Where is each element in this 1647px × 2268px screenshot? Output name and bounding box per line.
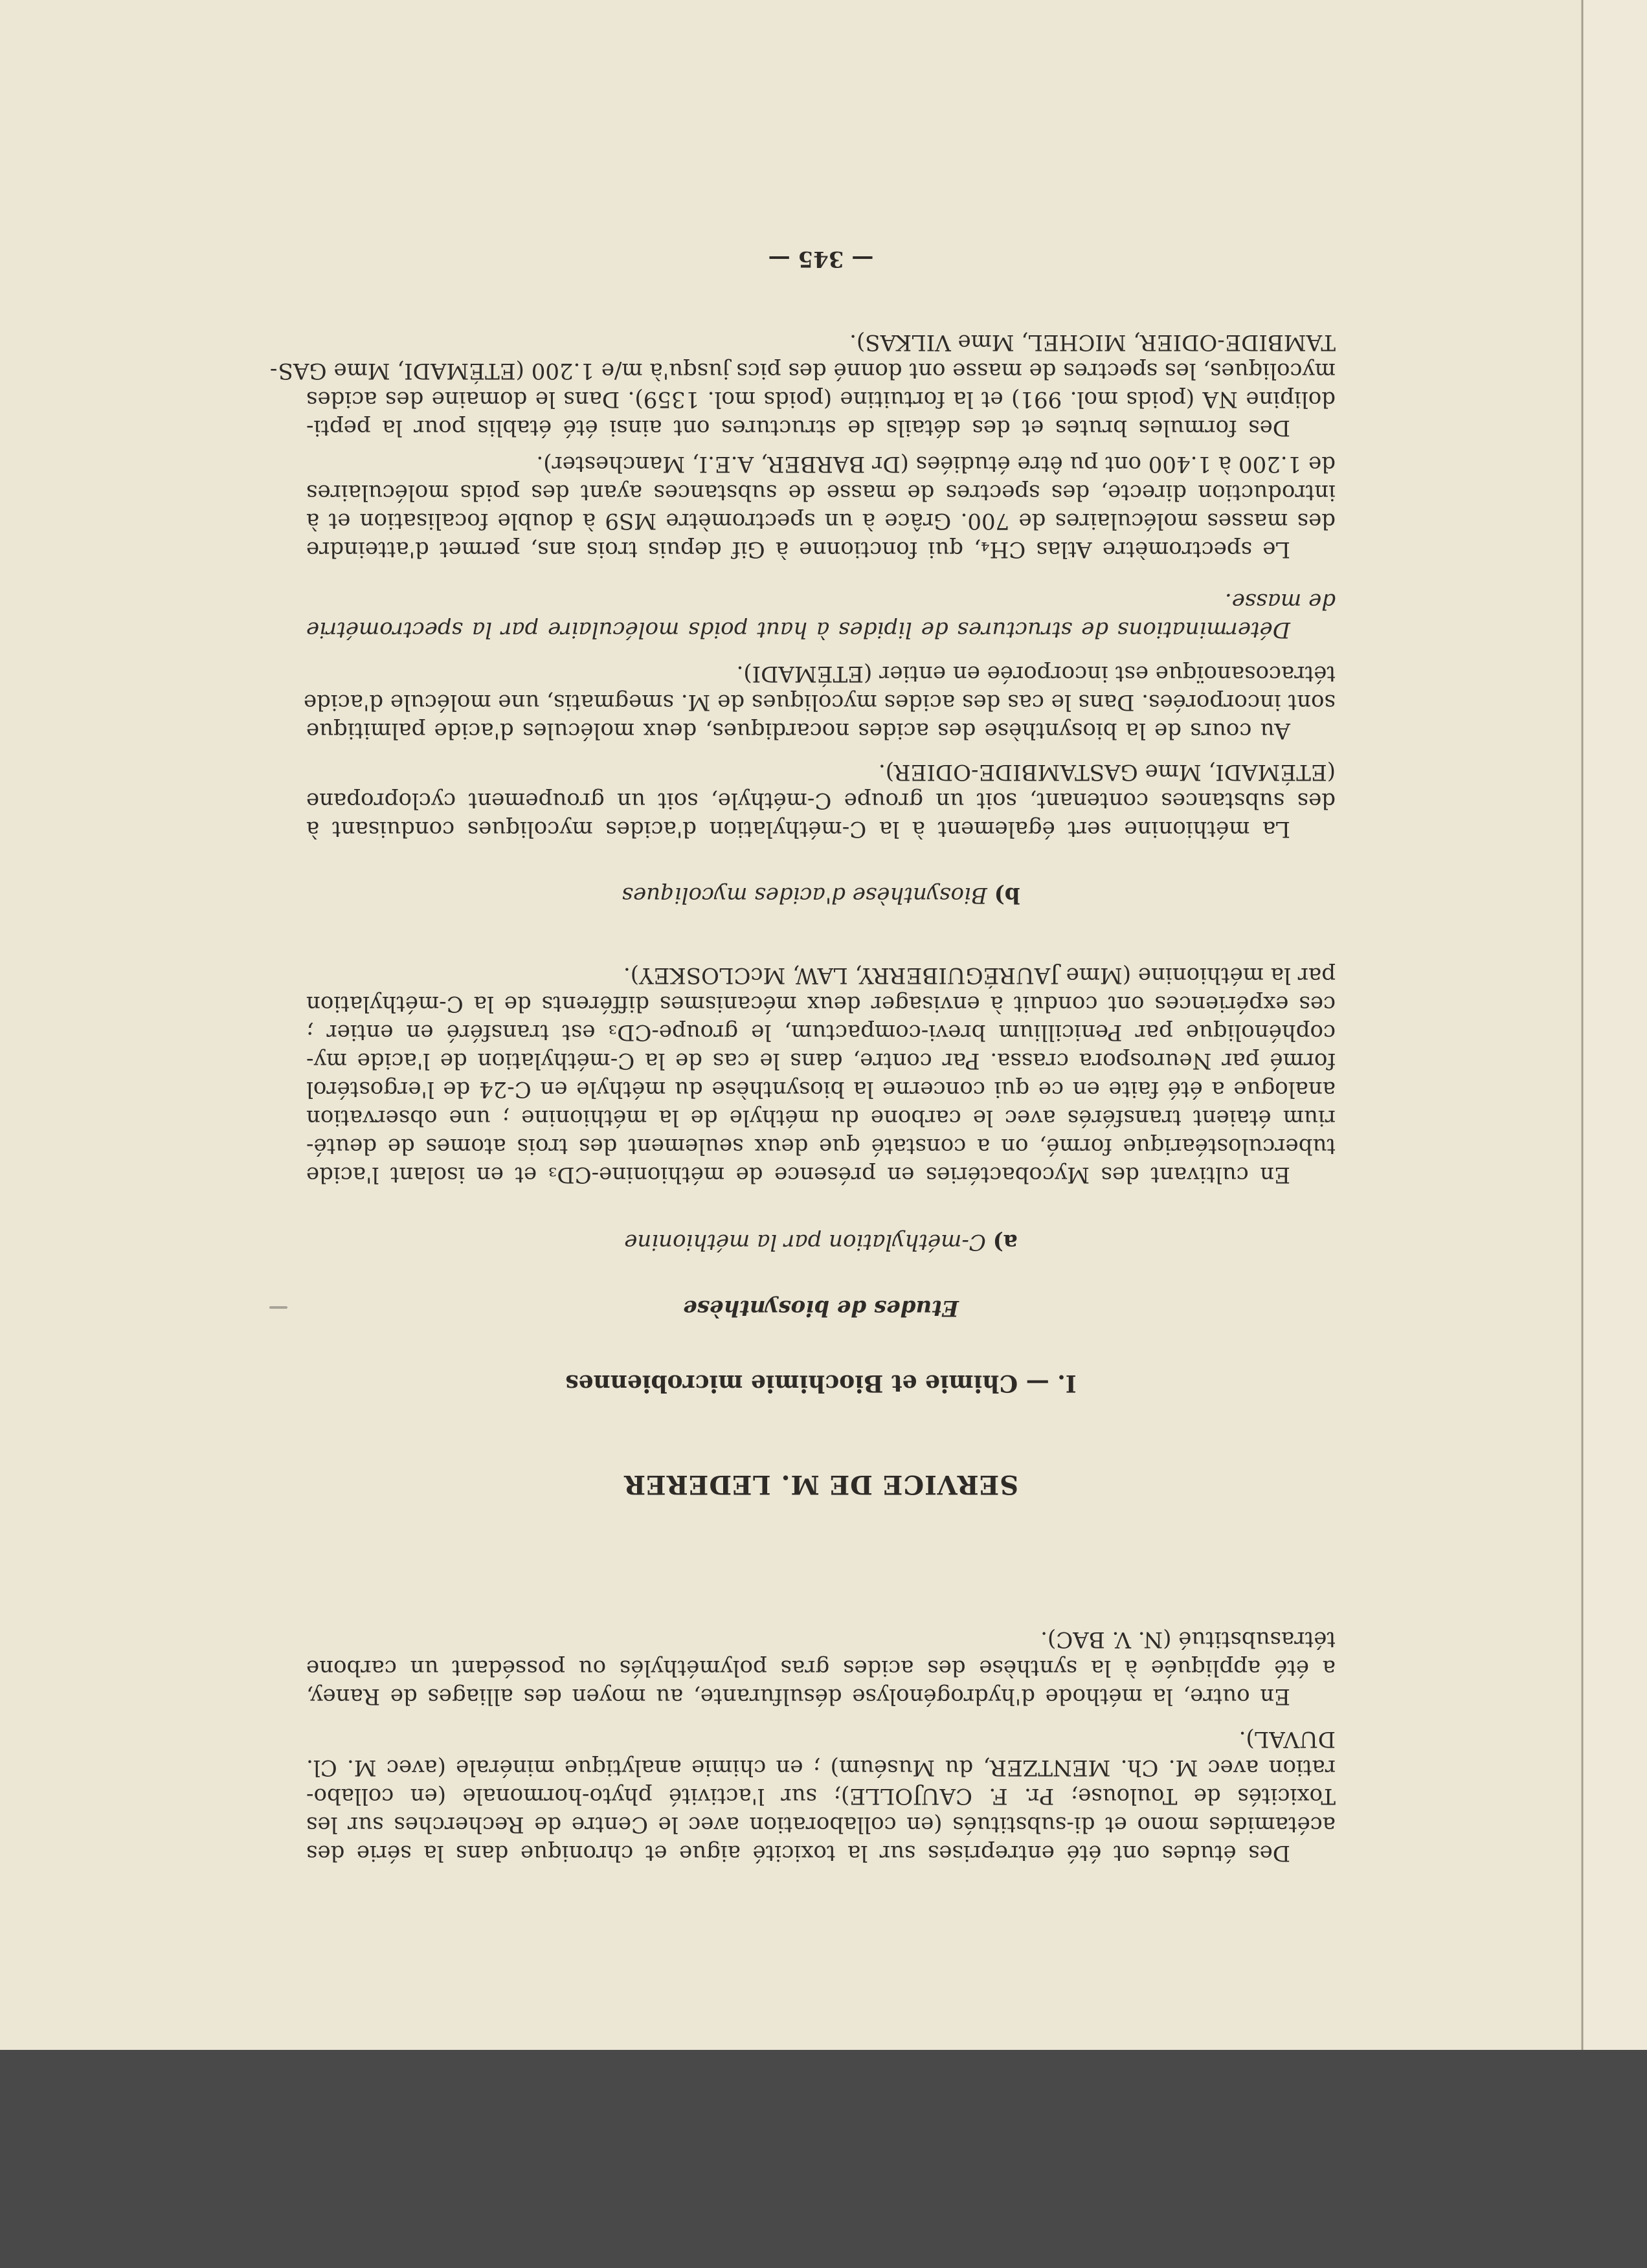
part-b-label: b) (994, 882, 1020, 908)
text-line: En cultivant des Mycobactéries en présence de méthionine-CD₃ et en isolant l'acide (306, 1162, 1290, 1188)
section-title: I. — Chimie et Biochimie microbiennes (565, 1370, 1077, 1397)
heading-line: Déterminations de structures de lipides à haut poids moléculaire par la spectrométrie (306, 617, 1290, 643)
part-a-label: a) (992, 1229, 1018, 1255)
paragraph-methionine (306, 758, 1336, 843)
text-line: acétamides mono et di-substitués (en collaboration avec le Centre de Recherches sur les (306, 1812, 1336, 1838)
ink-speck (269, 1306, 287, 1309)
part-b-title: Biosynthèse d'acides mycoliques (622, 882, 987, 908)
adjacent-page-edge (1584, 0, 1647, 2050)
heading-line: de masse. (1224, 588, 1336, 614)
paragraph-raney (306, 1625, 1336, 1711)
text-line: tétrasubstitué (N. V. BAC). (1040, 1627, 1336, 1652)
subsection-title: Etudes de biosynthèse (683, 1295, 959, 1321)
text-line: a été appliquée à la synthèse des acides gras polyméthylés ou possédant un carbone (306, 1655, 1336, 1681)
text-line: Toxicités de Toulouse; Pr. F. CAUJOLLE); sur l'activité phyto-hormonale (en collabo- (306, 1783, 1336, 1809)
text-line: Le spectromètre Atlas CH₄, qui fonctionne à Gif depuis trois ans, permet d'atteindre (306, 537, 1290, 562)
text-line: formé par Neurospora crassa. Par contre, dans le cas de la C-méthylation de l'acide my- (306, 1048, 1336, 1074)
part-a-heading (306, 1228, 1336, 1256)
text-line: tétracosanoïque est incorporée en entier (ETÉMADI). (736, 661, 1336, 687)
paragraph-toxicity (306, 1725, 1336, 1867)
text-line: En outre, la méthode d'hydrogénolyse désulfurante, au moyen des alliages de Raney, (306, 1684, 1290, 1709)
text-line: par la méthionine (Mme JAURÉGUIBERRY, LAW, McCLOSKEY). (623, 962, 1336, 988)
part-c-heading (306, 587, 1336, 644)
text-line: analogue a été faite en ce qui concerne la biosynthèse du méthyle en C-24 de l'ergostérol (306, 1076, 1336, 1102)
text-line: mycoliques, les spectres de masse ont donné des pics jusqu'à m/e 1.200 (ETÉMADI, Mme GAS- (269, 358, 1336, 384)
text-line: introduction directe, des spectres de masse de substances ayant des poids moléculaires (306, 480, 1336, 506)
paragraph-spectrometer (306, 450, 1336, 564)
text-line: (ETÉMADI, Mme GASTAMBIDE-ODIER). (878, 759, 1336, 785)
page-number: — 345 — (768, 246, 874, 272)
text-line: ces expériences ont conduit à envisager deux mécanismes différents de la C-méthylation (306, 991, 1336, 1017)
text-line: dolipine NA (poids mol. 991) et la fortuitine (poids mol. 1359). Dans le domaine des acides (306, 386, 1336, 412)
text-line: rium étaient transférés avec le carbone du méthyle de la méthionine ; une observation (306, 1105, 1336, 1131)
scanner-background (0, 2050, 1647, 2268)
paragraph-c-methylation (306, 961, 1336, 1189)
text-line: de 1.200 à 1.400 ont pu être étudiées (Dr BARBER, A.E.I, Manchester). (536, 451, 1336, 477)
paragraph-formulas (269, 328, 1336, 442)
part-b-heading (306, 881, 1336, 909)
text-line: TAMBIDE-ODIER, MICHEL, Mme VILKAS). (849, 329, 1336, 355)
text-line: cophénolique par Penicillium brevi-compactum, le groupe-CD₃ est transféré en entier ; (306, 1019, 1336, 1045)
text-line: DUVAL). (1238, 1726, 1336, 1752)
text-line: des masses moléculaires de 700. Grâce à un spectromètre MS9 à double focalisation et à (306, 508, 1336, 534)
text-line: Au cours de la biosynthèse des acides nocardiques, deux molécules d'acide palmitique (306, 718, 1290, 744)
text-line: des substances contenant, soit un groupe C-méthyle, soit un groupement cyclopropane (306, 788, 1336, 814)
text-line: sont incorporées. Dans le cas des acides mycoliques de M. smegmatis, une molécule d'acide (303, 689, 1336, 715)
text-line: La méthionine sert également à la C-méthylation d'acides mycoliques conduisant à (306, 816, 1290, 842)
text-line: Des formules brutes et des détails de structures ont ainsi été établis pour la pepti- (306, 415, 1290, 441)
page-fold-line (1581, 0, 1584, 2050)
part-a-title: C-méthylation par la méthionine (624, 1229, 986, 1255)
text-line: tuberculostéarique formé, on a constaté que deux seulement des trois atomes de deuté- (306, 1133, 1336, 1159)
paragraph-nocardic-acids (303, 660, 1336, 745)
text-line: Des études ont été entreprises sur la toxicité aigue et chronique dans la série des (306, 1840, 1290, 1866)
text-line: ration avec M. Ch. MENTZER, du Muséum) ; en chimie analytique minérale (avec M. Cl. (306, 1755, 1336, 1781)
service-title: SERVICE DE M. LEDERER (623, 1469, 1019, 1500)
